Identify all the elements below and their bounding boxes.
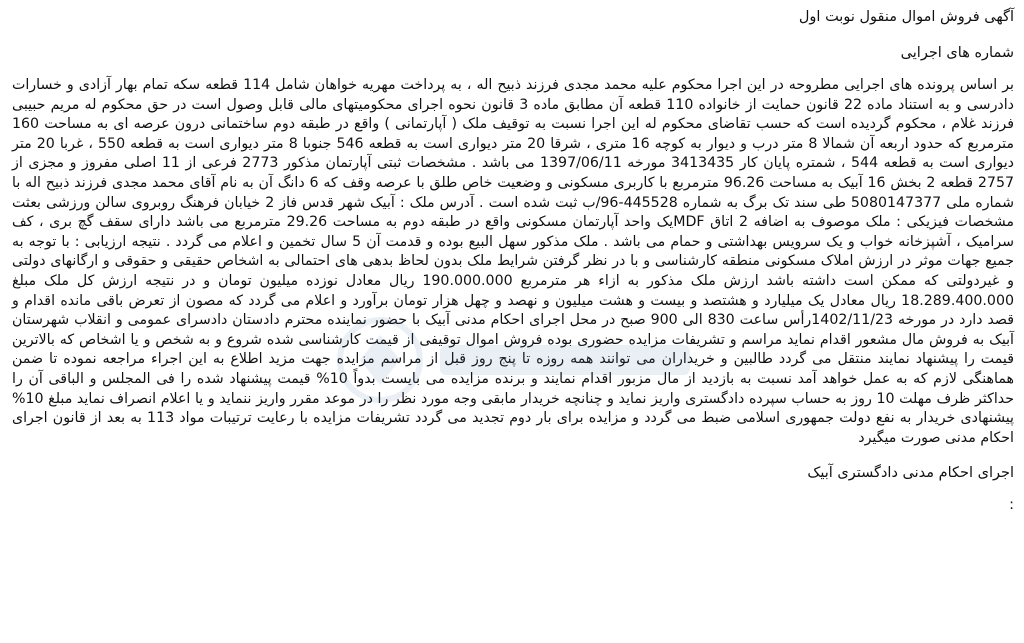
notice-signature: اجرای احکام مدنی دادگستری آبیک <box>807 465 1014 482</box>
notice-trailer: : <box>1009 497 1014 514</box>
notice-subtitle: شماره های اجرایی <box>900 45 1014 61</box>
notice-body: بر اساس پرونده های اجرایی مطروحه در این اجرا محکوم علیه محمد مجدی فرزند ذبیح اله ، به پرداخت مهریه خواهان شامل 114 قطعه سکه تمام بهار آزادی و خسارات دادرسی و به استناد ماده 22 قانون حمایت از خانواده 110 قطعه آن مطابق ماده 3 قانون نحوه اجرای محکومیتهای مالی قابل وصول است در حق محکوم له مریم حبیبی فرزند غلام ، محکوم گردیده است که حسب تقاضای محکوم له این اجرا نسبت به توقیف ملک ( آپارتمانی ) واقع در طبقه دوم ساختمانی درون عرصه ای به مساحت 160 مترمربع که حدود اربعه آن شمالا 8 متر درب و دیوار به کوچه 16 متری ، شرقا 20 متر دیواری است به قطعه 546 جنوبا 8 متر دیواری است به قطعه 550 ، غربا 20 متر دیواری است به قطعه 544 ، شمتره پایان کار 3413435 مورخه 1397/06/11 می باشد . مشخصات ثبتی آپارتمان مذکور 2773 فرعی از 11 اصلی مفروز و مجزی از 2757 قطعه 2 بخش 16 آبیک به مساحت 96.26 مترمربع با کاربری مسکونی و وضعیت خاص طلق با عرصه وقف که 6 دانگ آن به نام آقای محمد مجدی فرزند ذبیح اله با شماره ملی 5080147377 طی سند تک برگ به شماره 445528-96/ب ثبت شده است . آدرس ملک : آبیک شهر قدس فاز 2 خیابان فرهنگ روبروی سالن ورزشی بعثت مشخصات فیزیکی : ملک موصوف به اضافه 2 اتاق MDFیک واحد آپارتمان مسکونی واقع در طبقه دوم به مساحت 29.26 مترمربع می باشد دارای سقف گچ بری ، کف سرامیک ، آشپزخانه خواب و یک سرویس بهداشتی و حمام می باشد . ملک مذکور سهل البیع بوده و قدمت آن 5 سال تخمین و اعلام می گردد . نتیجه ارزیابی : با توجه به جمیع جهات موثر در ارزش املاک مسکونی منطقه کارشناسی و با در نظر گرفتن شرایط ملک بدون لحاظ بدهی های احتمالی به اشخاص حقیقی و حقوقی و ارگانهای دولتی و غیردولتی که ممکن است داشته باشد ارزش ملک مذکور به ازاء هر مترمربع 190.000.000 ریال معادل نوزده میلیون تومان و در نتیجه ارزش کل ملک مبلغ 18.289.400.000 ریال معادل یک میلیارد و هشتصد و بیست و هشت میلیون و نهصد و چهل هزار تومان برآورد و اعلام می گردد که مصون از تعرض باقی مانده اقدام و قصد دارد در مورخه 1402/11/23رأس ساعت 830 الی 900 صبح در محل اجرای احکام مدنی آبیک با حضور نماینده محترم دادستان دادسرای عمومی و انقلاب شهرستان آبیک به فروش مال مشعور اقدام نماید مراسم و تشریفات مزایده حضوری بوده فروش اموال توقیفی از قیمت کارشناسی شده شروع و به شخص و یا اشخاص که بالاترین قیمت را پیشنهاد نمایند منتقل می گردد طالبین و خریداران می توانند همه روزه تا پنج روز قبل از مراسم مزایده جهت مزید اطلاع به این اجراء مراجعه نموده تا ضمن هماهنگی لازم که به عمل خواهد آمد نسبت به بازدید از مال مزبور اقدام نمایند و برنده مزایده می بایست بدواً 10% قیمت پیشنهاد شده را فی المجلس و الباقی آن را حداکثر ظرف مهلت 10 روز به حساب سپرده دادگستری واریز نماید و چنانچه خریدار مابقی وجه مورد نظر را در موعد مقرر واریز ننماید و یا اعلام انصراف نماید مبلغ 10% پیشنهادی خریدار به نفع دولت جمهوری اسلامی ضبط می گردد و مزایده برای بار دوم تجدید می گردد تشریفات مزایده با رعایت ترتیبات مواد 113 به بعد از قانون اجرای احکام مدنی صورت میگیرد <box>12 77 1015 446</box>
notice-title: آگهی فروش اموال منقول نوبت اول <box>798 9 1014 25</box>
